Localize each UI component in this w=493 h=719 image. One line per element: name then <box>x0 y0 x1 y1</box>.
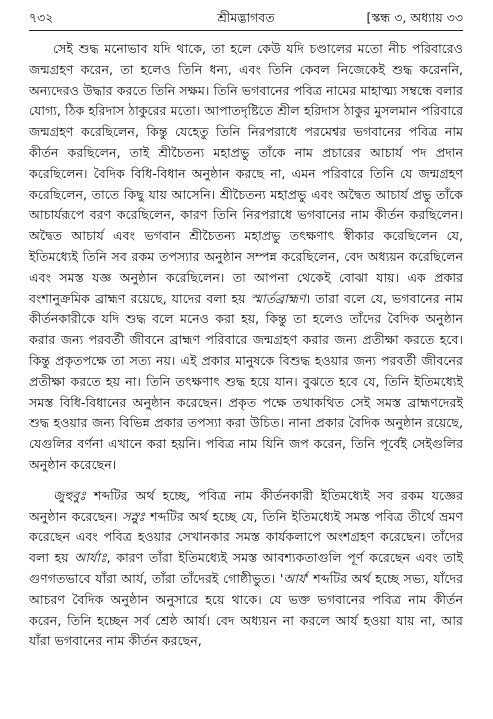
text-segment: , কারণ তাঁরা ইতিমধ্যেই সমস্ত আবশ্যকতাগুলি পূর্ণ করেছেন এবং তাই গুণগতভাবে যাঁরা আর্য, তাঁরা তাঁদেরই গোষ্ঠীভুত। ' <box>29 550 463 586</box>
text-segment: সেই শুদ্ধ মনোভাব যদি থাকে, তা হলে কেউ যদি চণ্ডালের মতো নীচ পরিবারেও জন্মগ্রহণ করেন, তা হলেও তিনি ধন্য, এবং তিনি কেবল নিজেকেই শুদ্ধ করেননি, অন্যদেরও উদ্ধার করতে তিনি সক্ষম। তিনি ভগবানের পবিত্র নামের মাহাত্ম্য সম্বন্ধে বলার যোগ্য, ঠিক হরিদাস ঠাকুরের মতো। আপাতদৃষ্টিতে শ্রীল হরিদাস ঠাকুর মুসলমান পরিবারে জন্মগ্রহণ করেছিলেন, কিন্তু যেহেতু তিনি নিরপরাধে পরমেশ্বর ভগবানের পবিত্র নাম কীর্তন করছিলেন, তাই শ্রীচৈতন্য মহাপ্রভু তাঁকে নাম প্রচারের আচার্য পদ প্রদান করেছিলেন। বৈদিক বিধি-বিধান অনুষ্ঠান করছে না, এমন পরিবারে তিনি যে জন্মগ্রহণ করেছিলেন, তাতে কিছু যায় আসেনি। শ্রীচৈতন্য মহাপ্রভু এবং অদ্বৈত আচার্য প্রভু তাঁকে আচার্যরূপে বরণ করেছিলেন, কারণ তিনি নিরপরাধে ভগবানের নাম কীর্তন করছিলেন। অদ্বৈত আচার্য এবং ভগবান শ্রীচৈতন্য মহাপ্রভু তৎক্ষণাৎ স্বীকার করেছিলেন যে, ইতিমধ্যেই তিনি সব রকম তপস্যার অনুষ্ঠান সম্পন্ন করেছিলেন, বেদ অধ্যয়ন করেছিলেন এবং সমস্ত যজ্ঞ অনুষ্ঠান করেছিলেন। তা আপনা থেকেই বোঝা যায়। এক প্রকার বংশানুক্রমিক ব্রাহ্মণ রয়েছে, যাদের বলা হয় <box>29 41 463 306</box>
text-segment: শব্দটির অর্থ হচ্ছে, পবিত্র নাম কীর্তনকারী ইতিমধ্যেই সব রকম যজ্ঞের অনুষ্ঠান করেছেন। <box>29 487 463 524</box>
section-reference: [স্কন্ধ ৩, অধ্যায় ৩৩ <box>366 10 463 25</box>
italic-term-smarta-brahmana: স্মার্তব্রাহ্মণ <box>250 290 306 306</box>
running-header <box>29 6 463 31</box>
text-segment: ' শব্দটির অর্থ হচ্ছে সভ্য, যাঁদের আচরণ বৈদিক অনুষ্ঠান অনুসারে হয়ে থাকে। যে ভক্ত ভগবানের পবিত্র নাম কীর্তন করেন, তিনি হচ্ছেন সর্ব শ্রেষ্ঠ আর্য। বেদ অধ্যয়ন না করলে আর্য হওয়া যায় না, আর যাঁরা ভগবানের নাম কীর্তন করছেন, <box>29 570 463 649</box>
paragraph-1 <box>29 39 463 476</box>
page-number: ৭৩২ <box>29 10 54 25</box>
italic-term-aryah: আর্যাঃ <box>74 550 107 566</box>
paragraph-2 <box>29 486 463 652</box>
italic-term-sasnuh: সস্নুঃ <box>122 508 146 524</box>
page-body <box>29 39 463 652</box>
italic-term-juhuvuh: জুহুবুঃ <box>53 487 87 503</box>
italic-term-arya: আর্য <box>283 570 306 586</box>
book-title: শ্রীমদ্ভাগবত <box>217 10 275 25</box>
text-segment: । তারা বলে যে, ভগবানের নাম কীর্তনকারীকে যদি শুদ্ধ বলে মনেও করা হয়, কিন্তু তা হলেও তাঁদের বৈদিক অনুষ্ঠান করার জন্য পরবর্তী জীবনে ব্রাহ্মণ পরিবারে জন্মগ্রহণ করার জন্য প্রতীক্ষা করতে হবে। কিন্তু প্রকৃতপক্ষে তা সত্য নয়। এই প্রকার মানুষকে বিশুদ্ধ হওয়ার জন্য পরবর্তী জীবনের প্রতীক্ষা করতে হয় না। তিনি তৎক্ষণাৎ শুদ্ধ হয়ে যান। বুঝতে হবে যে, তিনি ইতিমধ্যেই সমস্ত বিধি-বিধানের অনুষ্ঠান করেছেন। প্রকৃত পক্ষে তথাকথিত সেই সমস্ত ব্রাহ্মণদেরই শুদ্ধ হওয়ার জন্য বিভিন্ন প্রকার তপস্যা করা উচিত। নানা প্রকার বৈদিক অনুষ্ঠান রয়েছে, যেগুলির বর্ণনা এখানে করা হয়নি। পবিত্র নাম যিনি জপ করেন, তিনি পূর্বেই সেইগুলির অনুষ্ঠান করেছেন। <box>29 290 463 472</box>
text-segment: শব্দটির অর্থ হচ্ছে যে, তিনি ইতিমধ্যেই সমস্ত পবিত্র তীর্থে ভ্রমণ করেছেন এবং পবিত্র হওয়ার সেখানকার সমস্ত কার্যকলাপে অংশগ্রহণ করেছেন। তাঁদের বলা হয় <box>29 508 463 566</box>
